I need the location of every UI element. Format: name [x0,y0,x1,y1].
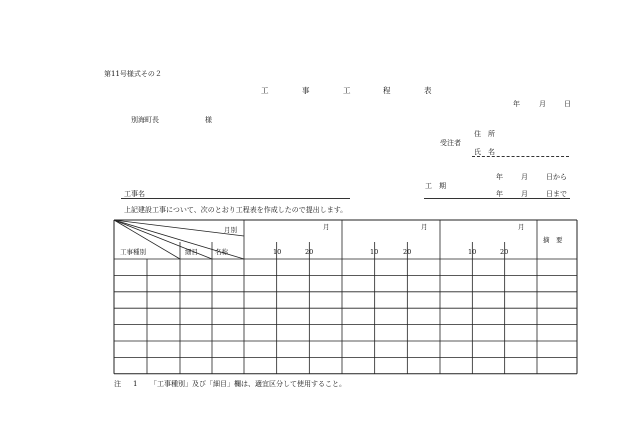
title-char-5: 表 [424,86,432,95]
date-year: 年 [513,100,520,108]
contractor-address-label: 住 所 [474,130,495,138]
title-char-4: 程 [383,86,391,95]
corner-monthly-label: 月別 [224,226,237,234]
period-from-year: 年 [496,173,503,181]
note-prefix: 注 [114,380,121,388]
corner-detail-label: 細目 [185,248,198,256]
remarks-header: 摘 要 [543,236,563,244]
title-char-3: 工 [343,86,351,95]
contractor-name-label: 氏 名 [474,148,495,156]
month-1-day-20: 20 [305,248,314,256]
month-2-day-10: 10 [370,248,379,256]
title-char-1: 工 [261,86,269,95]
addressee-name: 別海町長 [131,116,159,124]
submission-statement: 上記建設工事について、次のとおり工程表を作成したので提出します。 [124,206,348,214]
date-day: 日 [564,100,571,108]
period-label: 工 期 [425,182,446,190]
month-2-label: 月 [421,223,428,231]
corner-name-label: 名称 [215,248,228,256]
title-char-2: 事 [302,86,310,95]
month-3-label: 月 [518,223,525,231]
month-3-day-10: 10 [468,248,477,256]
addressee-honorific: 様 [205,116,212,124]
form-number: 第11号様式その２ [104,70,162,78]
period-to-month: 月 [521,190,528,198]
corner-type-label: 工事種別 [120,248,146,256]
month-3-day-20: 20 [500,248,509,256]
contractor-label: 受注者 [440,139,461,147]
month-1-label: 月 [323,223,330,231]
month-2-day-20: 20 [403,248,412,256]
period-to-year: 年 [496,190,503,198]
period-to-suffix: 日まで [546,190,567,198]
period-from-month: 月 [521,173,528,181]
note-text: 「工事種別」及び「細目」欄は、適宜区分して使用すること。 [150,380,346,388]
period-from-suffix: 日から [546,173,567,181]
work-name-label: 工事名 [124,190,145,198]
note-number: 1 [133,380,138,388]
date-month: 月 [539,100,546,108]
month-1-day-10: 10 [273,248,282,256]
